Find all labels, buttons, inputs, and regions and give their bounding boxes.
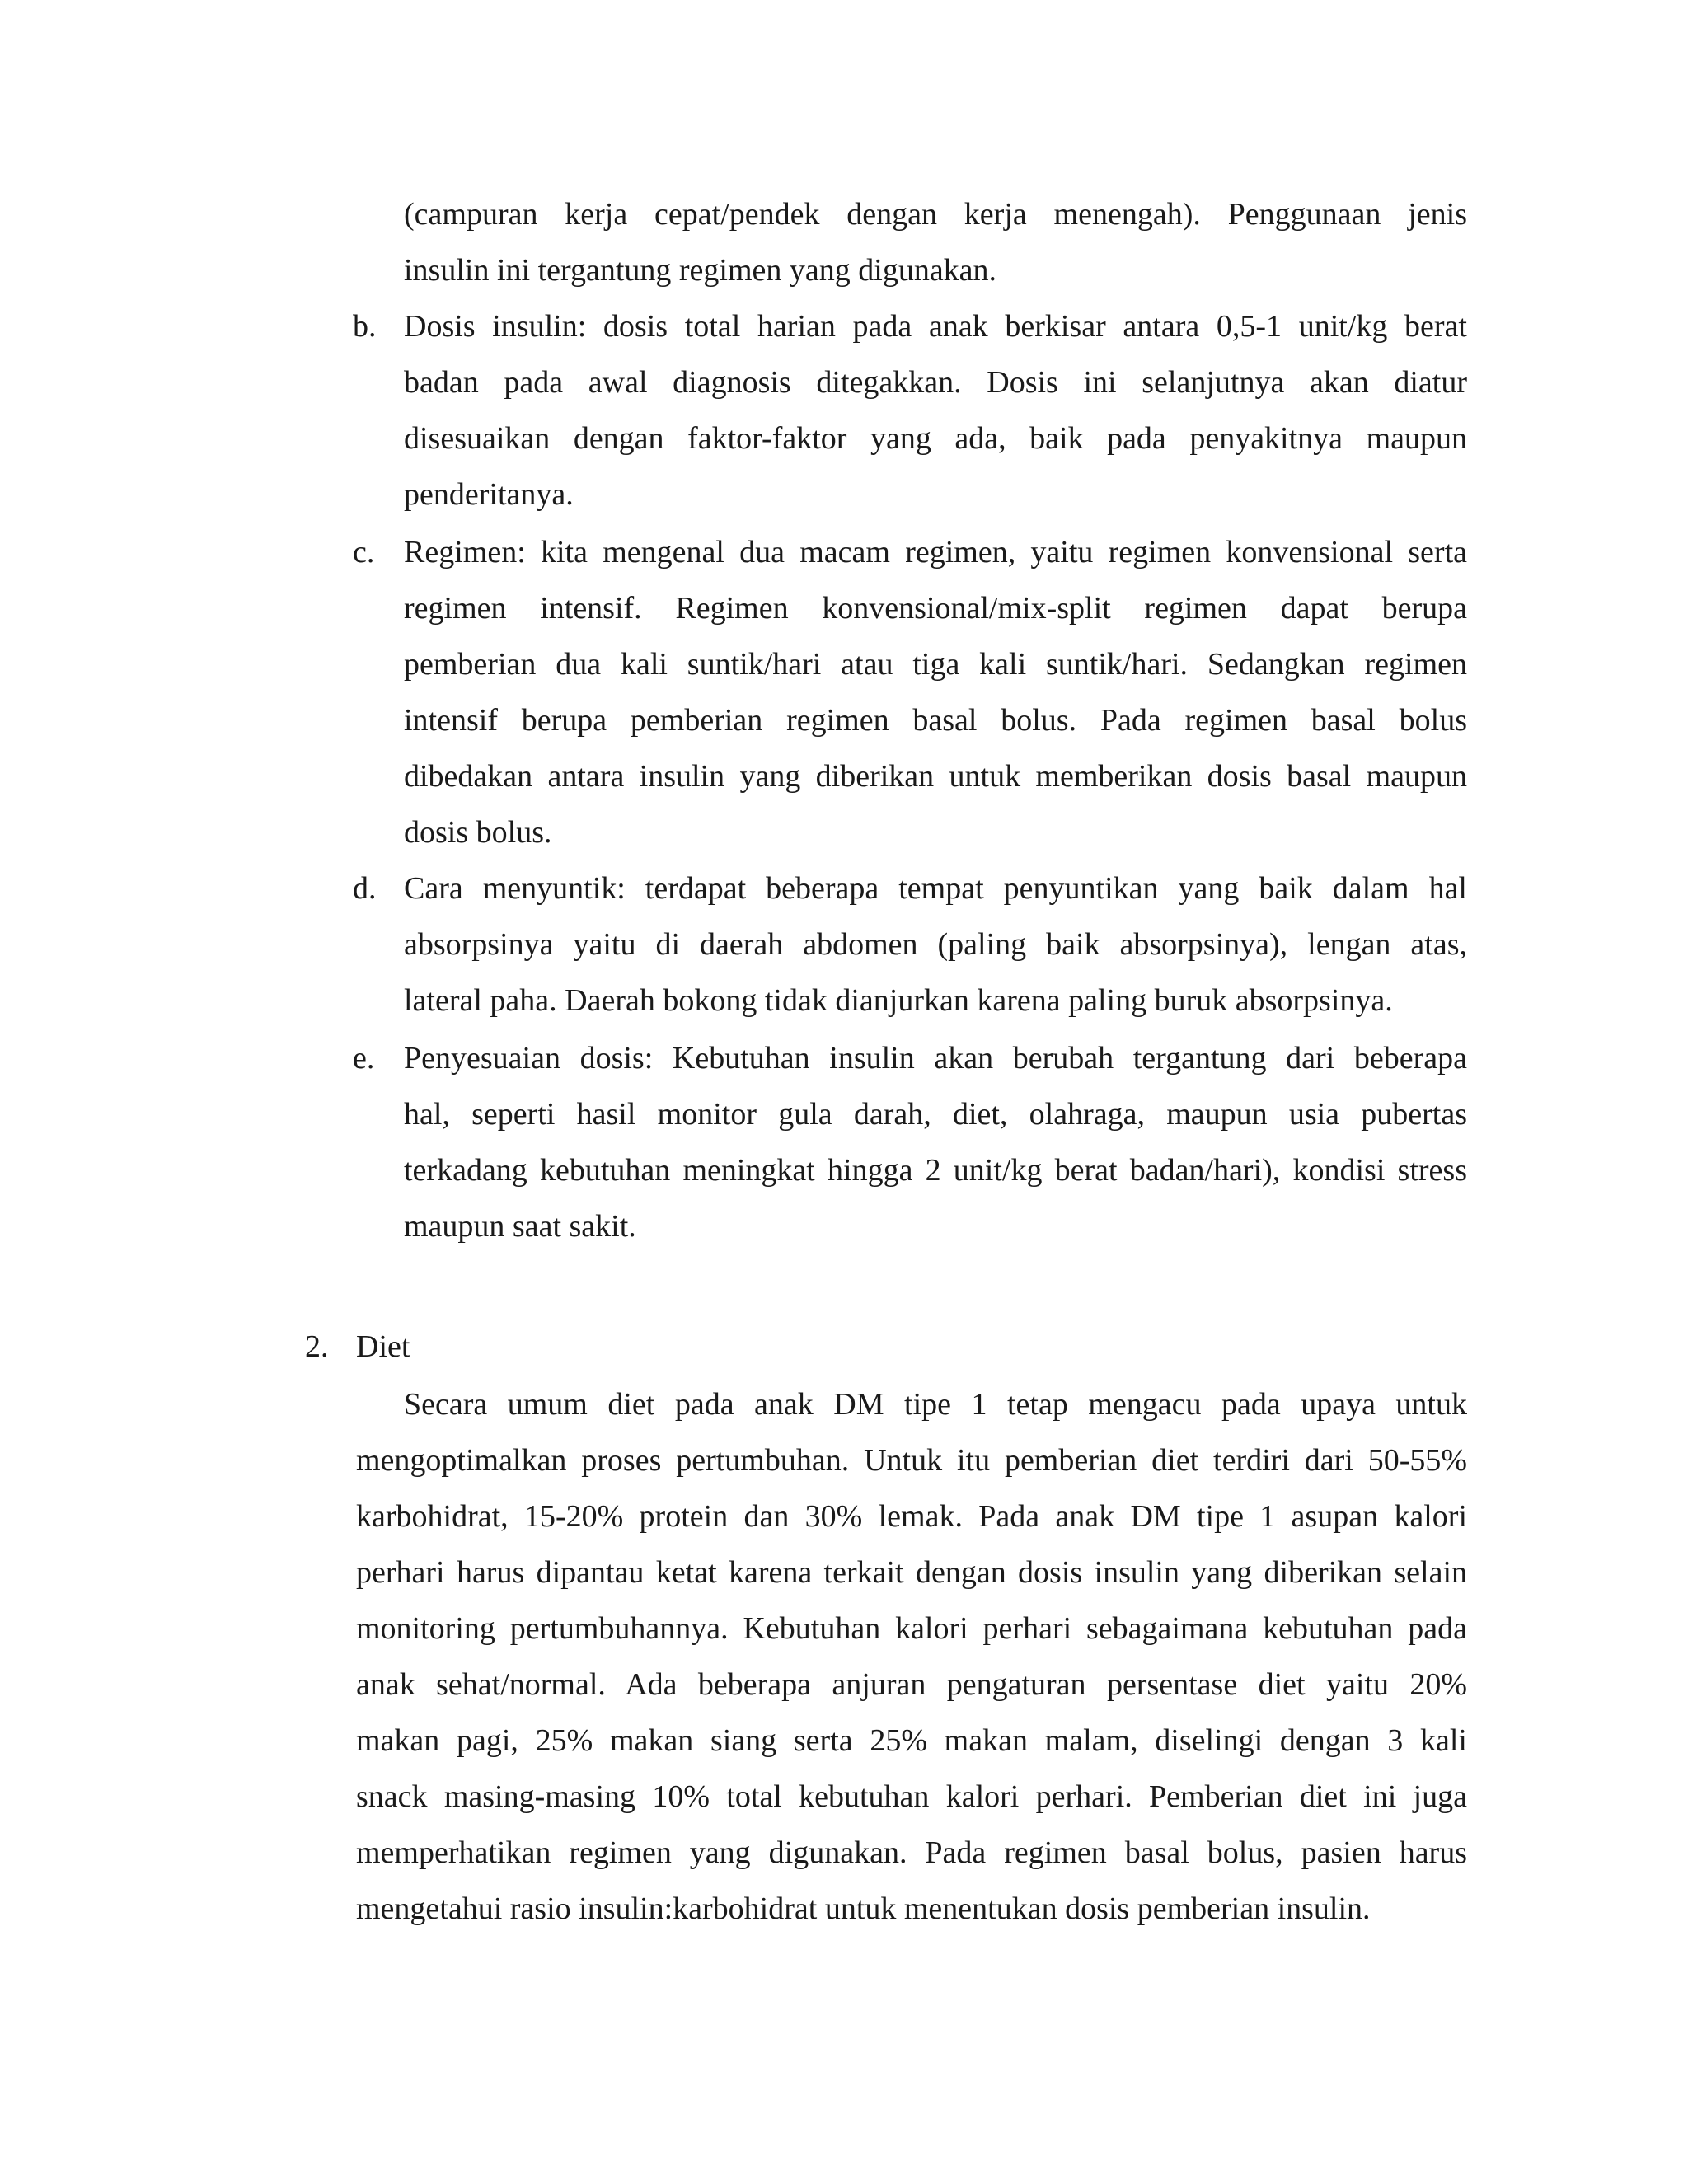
text-line: perhari harus dipantau ketat karena terkait dengan dosis insulin yang diberikan selain [356,1555,1467,1590]
list-marker: b. [353,309,377,344]
text-line: regimen intensif. Regimen konvensional/mix-split regimen dapat berupa [404,591,1467,626]
text-line: Secara umum diet pada anak DM tipe 1 tetap mengacu pada upaya untuk [404,1387,1467,1422]
text-line: memperhatikan regimen yang digunakan. Pada regimen basal bolus, pasien harus [356,1835,1467,1870]
text-line: monitoring pertumbuhannya. Kebutuhan kalori perhari sebagaimana kebutuhan pada [356,1611,1467,1646]
text-line: intensif berupa pemberian regimen basal bolus. Pada regimen basal bolus [404,703,1467,738]
text-line: makan pagi, 25% makan siang serta 25% makan malam, diselingi dengan 3 kali [356,1723,1467,1758]
text-line: (campuran kerja cepat/pendek dengan kerja menengah). Penggunaan jenis [404,197,1467,232]
diet-paragraph [356,1376,1467,1937]
text-line: absorpsinya yaitu di daerah abdomen (paling baik absorpsinya), lengan atas, [404,927,1467,962]
text-line: dosis bolus. [404,815,552,850]
text-line: insulin ini tergantung regimen yang digunakan. [404,253,997,288]
text-line: terkadang kebutuhan meningkat hingga 2 unit/kg berat badan/hari), kondisi stress [404,1153,1467,1188]
text-line: Dosis insulin: dosis total harian pada anak berkisar antara 0,5-1 unit/kg berat [404,309,1467,344]
text-line: disesuaikan dengan faktor-faktor yang ada, baik pada penyakitnya maupun [404,421,1467,456]
text-line: pemberian dua kali suntik/hari atau tiga kali suntik/hari. Sedangkan regimen [404,647,1467,682]
text-line: maupun saat sakit. [404,1209,636,1244]
text-line: Regimen: kita mengenal dua macam regimen, yaitu regimen konvensional serta [404,535,1467,569]
text-line: mengetahui rasio insulin:karbohidrat untuk menentukan dosis pemberian insulin. [356,1891,1371,1926]
text-line: anak sehat/normal. Ada beberapa anjuran pengaturan persentase diet yaitu 20% [356,1667,1467,1702]
list-marker: e. [353,1041,375,1076]
text-line: hal, seperti hasil monitor gula darah, diet, olahraga, maupun usia pubertas [404,1097,1467,1132]
text-line: mengoptimalkan proses pertumbuhan. Untuk itu pemberian diet terdiri dari 50-55% [356,1443,1467,1478]
text-line: dibedakan antara insulin yang diberikan untuk memberikan dosis basal maupun [404,759,1467,794]
list-item-a-continuation [404,186,1467,298]
text-line: snack masing-masing 10% total kebutuhan kalori perhari. Pemberian diet ini juga [356,1779,1467,1814]
text-line: penderitanya. [404,477,574,512]
list-marker: d. [353,871,377,906]
section-title: Diet [356,1329,410,1364]
text-line: Cara menyuntik: terdapat beberapa tempat penyuntikan yang baik dalam hal [404,871,1467,906]
text-line: lateral paha. Daerah bokong tidak dianjurkan karena paling buruk absorpsinya. [404,983,1393,1018]
section-number: 2. [305,1329,329,1364]
text-line: karbohidrat, 15-20% protein dan 30% lemak. Pada anak DM tipe 1 asupan kalori [356,1499,1467,1534]
text-line: badan pada awal diagnosis ditegakkan. Dosis ini selanjutnya akan diatur [404,365,1467,400]
list-marker: c. [353,535,375,569]
text-line: Penyesuaian dosis: Kebutuhan insulin akan berubah tergantung dari beberapa [404,1041,1467,1076]
